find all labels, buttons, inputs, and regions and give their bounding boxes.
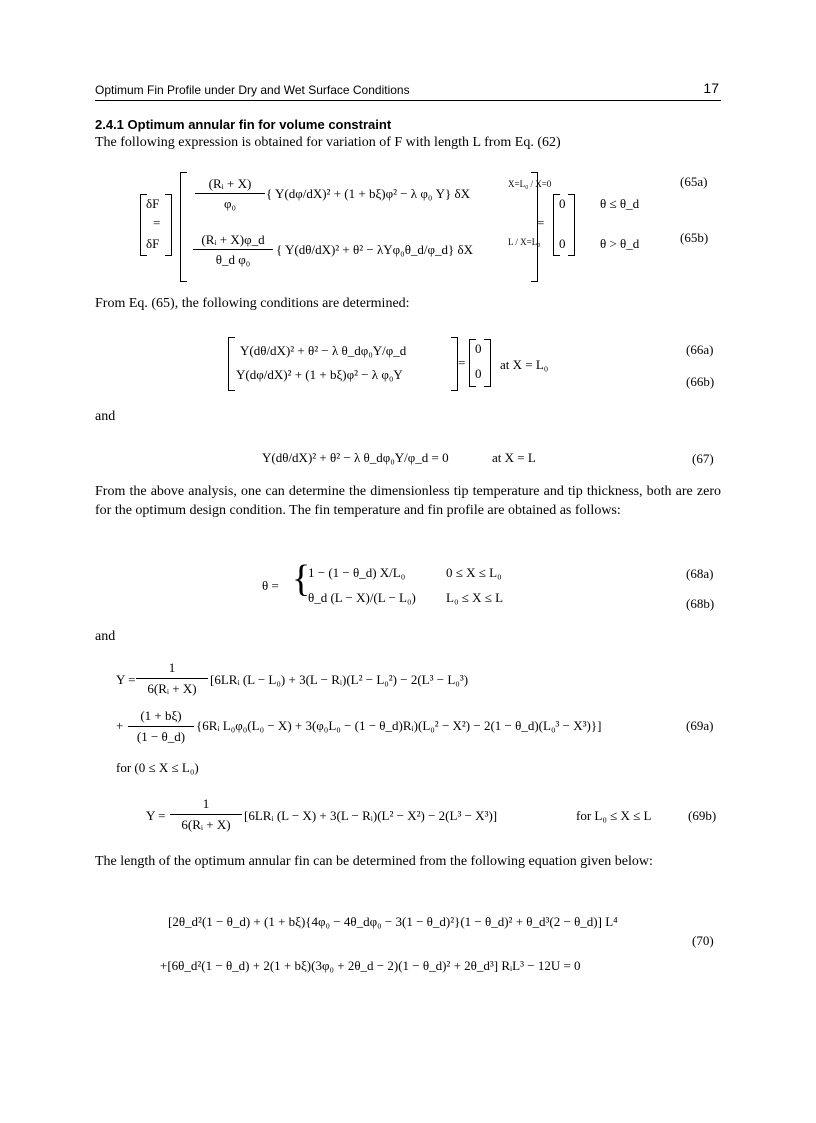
eq69a-frac2-num: (1 + bξ)	[140, 708, 182, 723]
paragraph-conditions: From Eq. (65), the following conditions are determined:	[95, 296, 410, 311]
eq65-lhs-top: δF	[146, 196, 160, 211]
eq65-lhs-bot: δF	[146, 236, 160, 251]
eq69b-frac-den: 6(Rᵢ + X)	[181, 817, 231, 832]
eq69a-cond: for (0 ≤ X ≤ L₀)	[116, 760, 199, 775]
eq66-rhs1: 0	[475, 341, 482, 356]
eq67-cond: at X = L	[492, 450, 536, 465]
eq66a-label: (66a)	[686, 342, 714, 357]
eq65-row2-fracbar	[193, 249, 273, 250]
eq66-cond: at X = L₀	[500, 357, 549, 372]
eq66-row2: Y(dφ/dX)² + (1 + bξ)φ² − λ φ₀Y	[236, 367, 403, 382]
eq65b-label: (65b)	[680, 230, 709, 245]
eq69a-line2: {6Rᵢ L₀φ₀(L₀ − X) + 3(φ₀L₀ − (1 − θ_d)Rᵢ)(L₀² − X²) − 2(1 − θ_d)(L₀³ − X³)}]	[196, 718, 602, 733]
eq69a-line1: [6LRᵢ (L − L₀) + 3(L − Rᵢ)(L² − L₀²) − 2(L³ − L₀³)	[210, 672, 469, 687]
eq68-row1: 1 − (1 − θ_d) X/L₀	[308, 565, 406, 580]
eq69b-body: [6LRᵢ (L − X) + 3(L − Rᵢ)(L² − X²) − 2(L³ − X³)]	[244, 808, 498, 823]
eq65-row1-num: (Rᵢ + X)	[208, 176, 252, 191]
eq68-brace: {	[292, 558, 311, 600]
page-number: 17	[703, 80, 719, 96]
eq67-label: (67)	[692, 451, 714, 466]
eq69a-label: (69a)	[686, 718, 714, 733]
eq69a-lhs: Y =	[116, 672, 136, 687]
paragraph-length: The length of the optimum annular fin can be determined from the following equation given below:	[95, 854, 653, 869]
eq65-row1-limits: X=L₀ / X=0	[508, 179, 552, 189]
eq67-body: Y(dθ/dX)² + θ² − λ θ_dφ₀Y/φ_d = 0	[262, 450, 449, 465]
paragraph-and-2: and	[95, 629, 116, 644]
eq65-cond-a: θ ≤ θ_d	[600, 196, 640, 211]
eq68-row1-cond: 0 ≤ X ≤ L₀	[446, 565, 502, 580]
running-title: Optimum Fin Profile under Dry and Wet Surface Conditions	[95, 83, 410, 97]
eq69b-lhs: Y =	[146, 808, 166, 823]
eq66-rhs2: 0	[475, 366, 482, 381]
eq69a-frac2bar	[128, 726, 194, 727]
eq65a-label: (65a)	[680, 174, 708, 189]
eq70-line2: +[6θ_d²(1 − θ_d) + 2(1 + bξ)(3φ₀ + 2θ_d − 2)(1 − θ_d)² + 2θ_d³] RᵢL³ − 12U = 0	[160, 958, 581, 973]
section-heading: 2.4.1 Optimum annular fin for volume constraint	[95, 117, 392, 132]
eq68b-label: (68b)	[686, 596, 715, 611]
eq65-equals-right: =	[537, 215, 545, 230]
eq65-rhs-bot: 0	[559, 236, 566, 251]
eq65-row2-num: (Rᵢ + X)φ_d	[201, 232, 265, 247]
eq65-cond-b: θ > θ_d	[600, 236, 640, 251]
eq68-row2-cond: L₀ ≤ X ≤ L	[446, 590, 504, 605]
paragraph-analysis: From the above analysis, one can determine the dimensionless tip temperature and tip thickness, both are zero for the optimum design condition. The fin temperature and fin profile are obtained as follows:	[95, 484, 721, 518]
eq65-row1-body: { Y(dφ/dX)² + (1 + bξ)φ² − λ φ₀ Y} δX	[266, 186, 471, 201]
running-header	[95, 80, 721, 101]
eq69b-cond: for L₀ ≤ X ≤ L	[576, 808, 652, 823]
eq65-rhs-top: 0	[559, 196, 566, 211]
eq69b-label: (69b)	[688, 808, 717, 823]
paragraph-and-1: and	[95, 409, 116, 424]
eq69a-frac2-den: (1 − θ_d)	[136, 729, 186, 744]
eq66-row1: Y(dθ/dX)² + θ² − λ θ_dφ₀Y/φ_d	[240, 343, 407, 358]
eq68-row2: θ_d (L − X)/(L − L₀)	[308, 590, 416, 605]
eq69a-frac-den: 6(Rᵢ + X)	[147, 681, 197, 696]
eq69b-frac-num: 1	[202, 796, 210, 811]
eq65-equals: =	[153, 215, 161, 230]
eq66-equals: =	[458, 355, 466, 370]
eq65-row2-body: { Y(dθ/dX)² + θ² − λYφ₀θ_d/φ_d} δX	[276, 242, 474, 257]
eq68-lhs: θ =	[262, 578, 279, 593]
eq65-row1-den: φ₀	[223, 196, 237, 211]
eq70-line1: [2θ_d²(1 − θ_d) + (1 + bξ){4φ₀ − 4θ_dφ₀ − 3(1 − θ_d)²}(1 − θ_d)² + θ_d³(2 − θ_d)] L⁴	[168, 914, 618, 929]
eq68a-label: (68a)	[686, 566, 714, 581]
eq69b-fracbar	[170, 814, 242, 815]
eq69a-plus: +	[116, 718, 124, 733]
eq65-row2-den: θ_d φ₀	[215, 252, 251, 267]
eq69a-frac-num: 1	[168, 660, 176, 675]
eq69a-fracbar	[136, 678, 208, 679]
eq70-label: (70)	[692, 933, 714, 948]
eq66b-label: (66b)	[686, 374, 715, 389]
eq65-row1-fracbar	[195, 193, 265, 194]
paragraph-intro: The following expression is obtained for variation of F with length L from Eq. (62)	[95, 135, 561, 150]
eq65-row2-limits: L / X=L₀	[508, 237, 541, 247]
